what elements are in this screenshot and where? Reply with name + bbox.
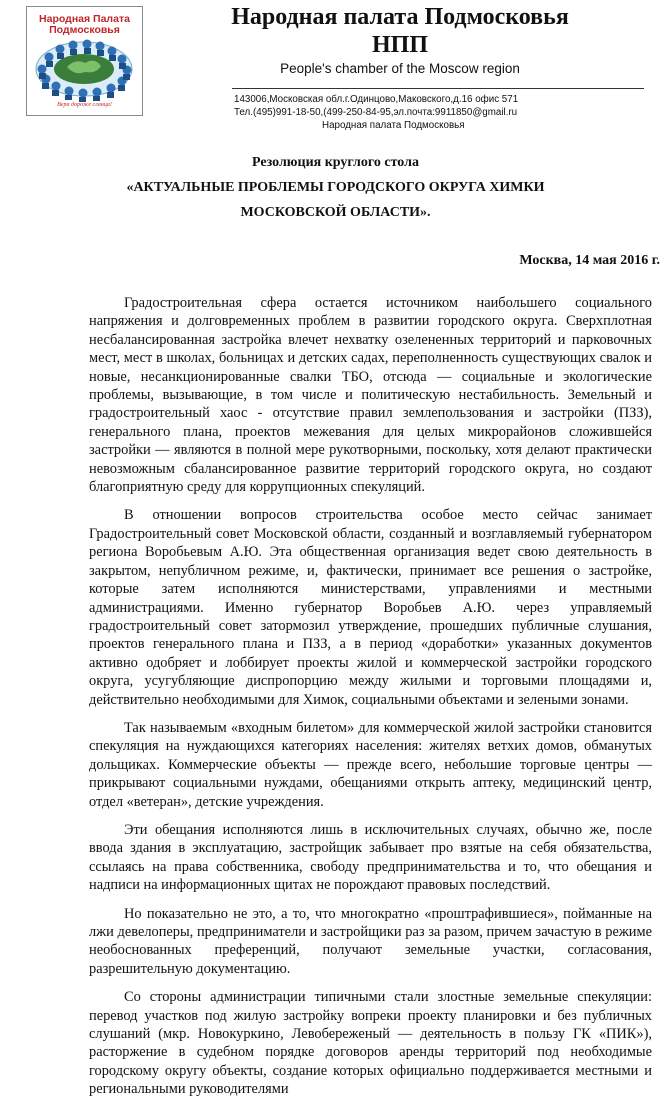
resolution-title-line-2: МОСКОВСКОЙ ОБЛАСТИ». (240, 205, 431, 220)
document-body (89, 294, 652, 1109)
paragraph: Так называемым «входным билетом» для коммерческой жилой застройки становится спекуляция на нуждающихся категориях населения: жителях ветхих домов, обманутых дольщиках. Коммерческие объекты — прежде всего, небольшие торговые центры — прикрывают социальными нуждами, обещаниями открыть аптеку, медицинский центр, отдел «ветеран», детские учреждения. (89, 719, 652, 810)
paragraph: Градостроительная сфера остается источником наибольшего социального напряжения и долговременных проблем в развитии городского округа. Сверхплотная несбалансированная застройка влечет нехватку озелененных территорий и парковочных мест, мест в школах, больницах и детских садах, переполненность существующих свалок и новые, несанкционированные свалки ТБО, отсюда — социальные и экологические проблемы, вызывающие, в том числе и политическую нестабильность. Земельный и градостроительный хаос - отсутствие правил землепользования и застройки (ПЗЗ), генерального плана, проектов межевания для целых микрорайонов сложившейся застройки — являются в полной мере рукотворными, поскольку, хотя делают практически невозможным сбалансированное развитие территорий городского округа, но создают благоприятную среду для коррупционных спекуляций. (89, 295, 652, 496)
header-divider (232, 88, 644, 89)
logo-line-2: Подмосковья (49, 24, 120, 36)
resolution-heading: Резолюция круглого стола (252, 155, 419, 170)
organization-title: Народная палата Подмосковья (231, 4, 569, 30)
logo (26, 6, 143, 116)
organization-abbreviation: НПП (371, 32, 428, 58)
contact-info: Тел.(495)991-18-50,(499-250-84-95,эл.почта:9911850@gmail.ru (234, 107, 518, 118)
logo-line-1: Народная Палата (39, 13, 130, 25)
paragraph: Со стороны администрации типичными стали злостные земельные спекуляции: перевод участков под жилую застройку вопреки проекту планировки и без публичных слушаний (мкр. Новокуркино, Левобереженый — деятельность в пользу ГК «ПИК»), расторжение в судебном порядке договоров аренды территорий под необходимые городскому округу объекты, создание которых официально поддерживается местными и региональными руководителями (89, 989, 652, 1098)
postal-address: 143006,Московская обл.г.Одинцово,Маковского,д.16 офис 571 (234, 94, 519, 105)
paragraph: В отношении вопросов строительства особое место сейчас занимает Градостроительный совет Московской области, созданный и возглавляемый губернатором региона Воробьевым А.Ю. Эта общественная организация ведет свою деятельность в закрытом, непубличном режиме, и, фактически, принимает все решения о застройке, которые затем исполняются министерствами, управлениями и местными администрациями. Именно губернатор Воробьев А.Ю. через управляемый градостроительный совет затормозил утверждение, прошедших публичные слушания, проектов генерального плана и ПЗЗ, а в период «доработки» указанных документов активно одобряет и лоббирует проекты жилой и коммерческой застройки городского округа, усугубляющие диспропорцию между жилыми и торговыми площадями и, действительно необходимыми для Химок, социальными объектами и зелеными зонами. (89, 507, 652, 708)
logo-motto: Вера дороже сланца! (57, 102, 112, 108)
organization-footer-name: Народная палата Подмосковья (322, 120, 465, 131)
organization-english-name: People's chamber of the Moscow region (280, 61, 520, 76)
paragraph: Но показательно не это, а то, что многократно «проштрафившиеся», пойманные на лжи девелоперы, предприниматели и застройщики раз за разом, причем зачастую в режиме необоснованных преференций, получают земельные участки, согласования, разрешительную документацию. (89, 905, 652, 977)
paragraph: Эти обещания исполняются лишь в исключительных случаях, обычно же, после ввода здания в эксплуатацию, застройщик забывает про взятые на себя обязательства, ссылаясь на права собственника, свободу предпринимательства и то, что обещания и надписи на информационных щитах не порождают правовых последствий. (89, 821, 652, 894)
document-date: Москва, 14 мая 2016 г. (519, 253, 660, 268)
resolution-title-line-1: «АКТУАЛЬНЫЕ ПРОБЛЕМЫ ГОРОДСКОГО ОКРУГА ХИМКИ (126, 180, 545, 195)
